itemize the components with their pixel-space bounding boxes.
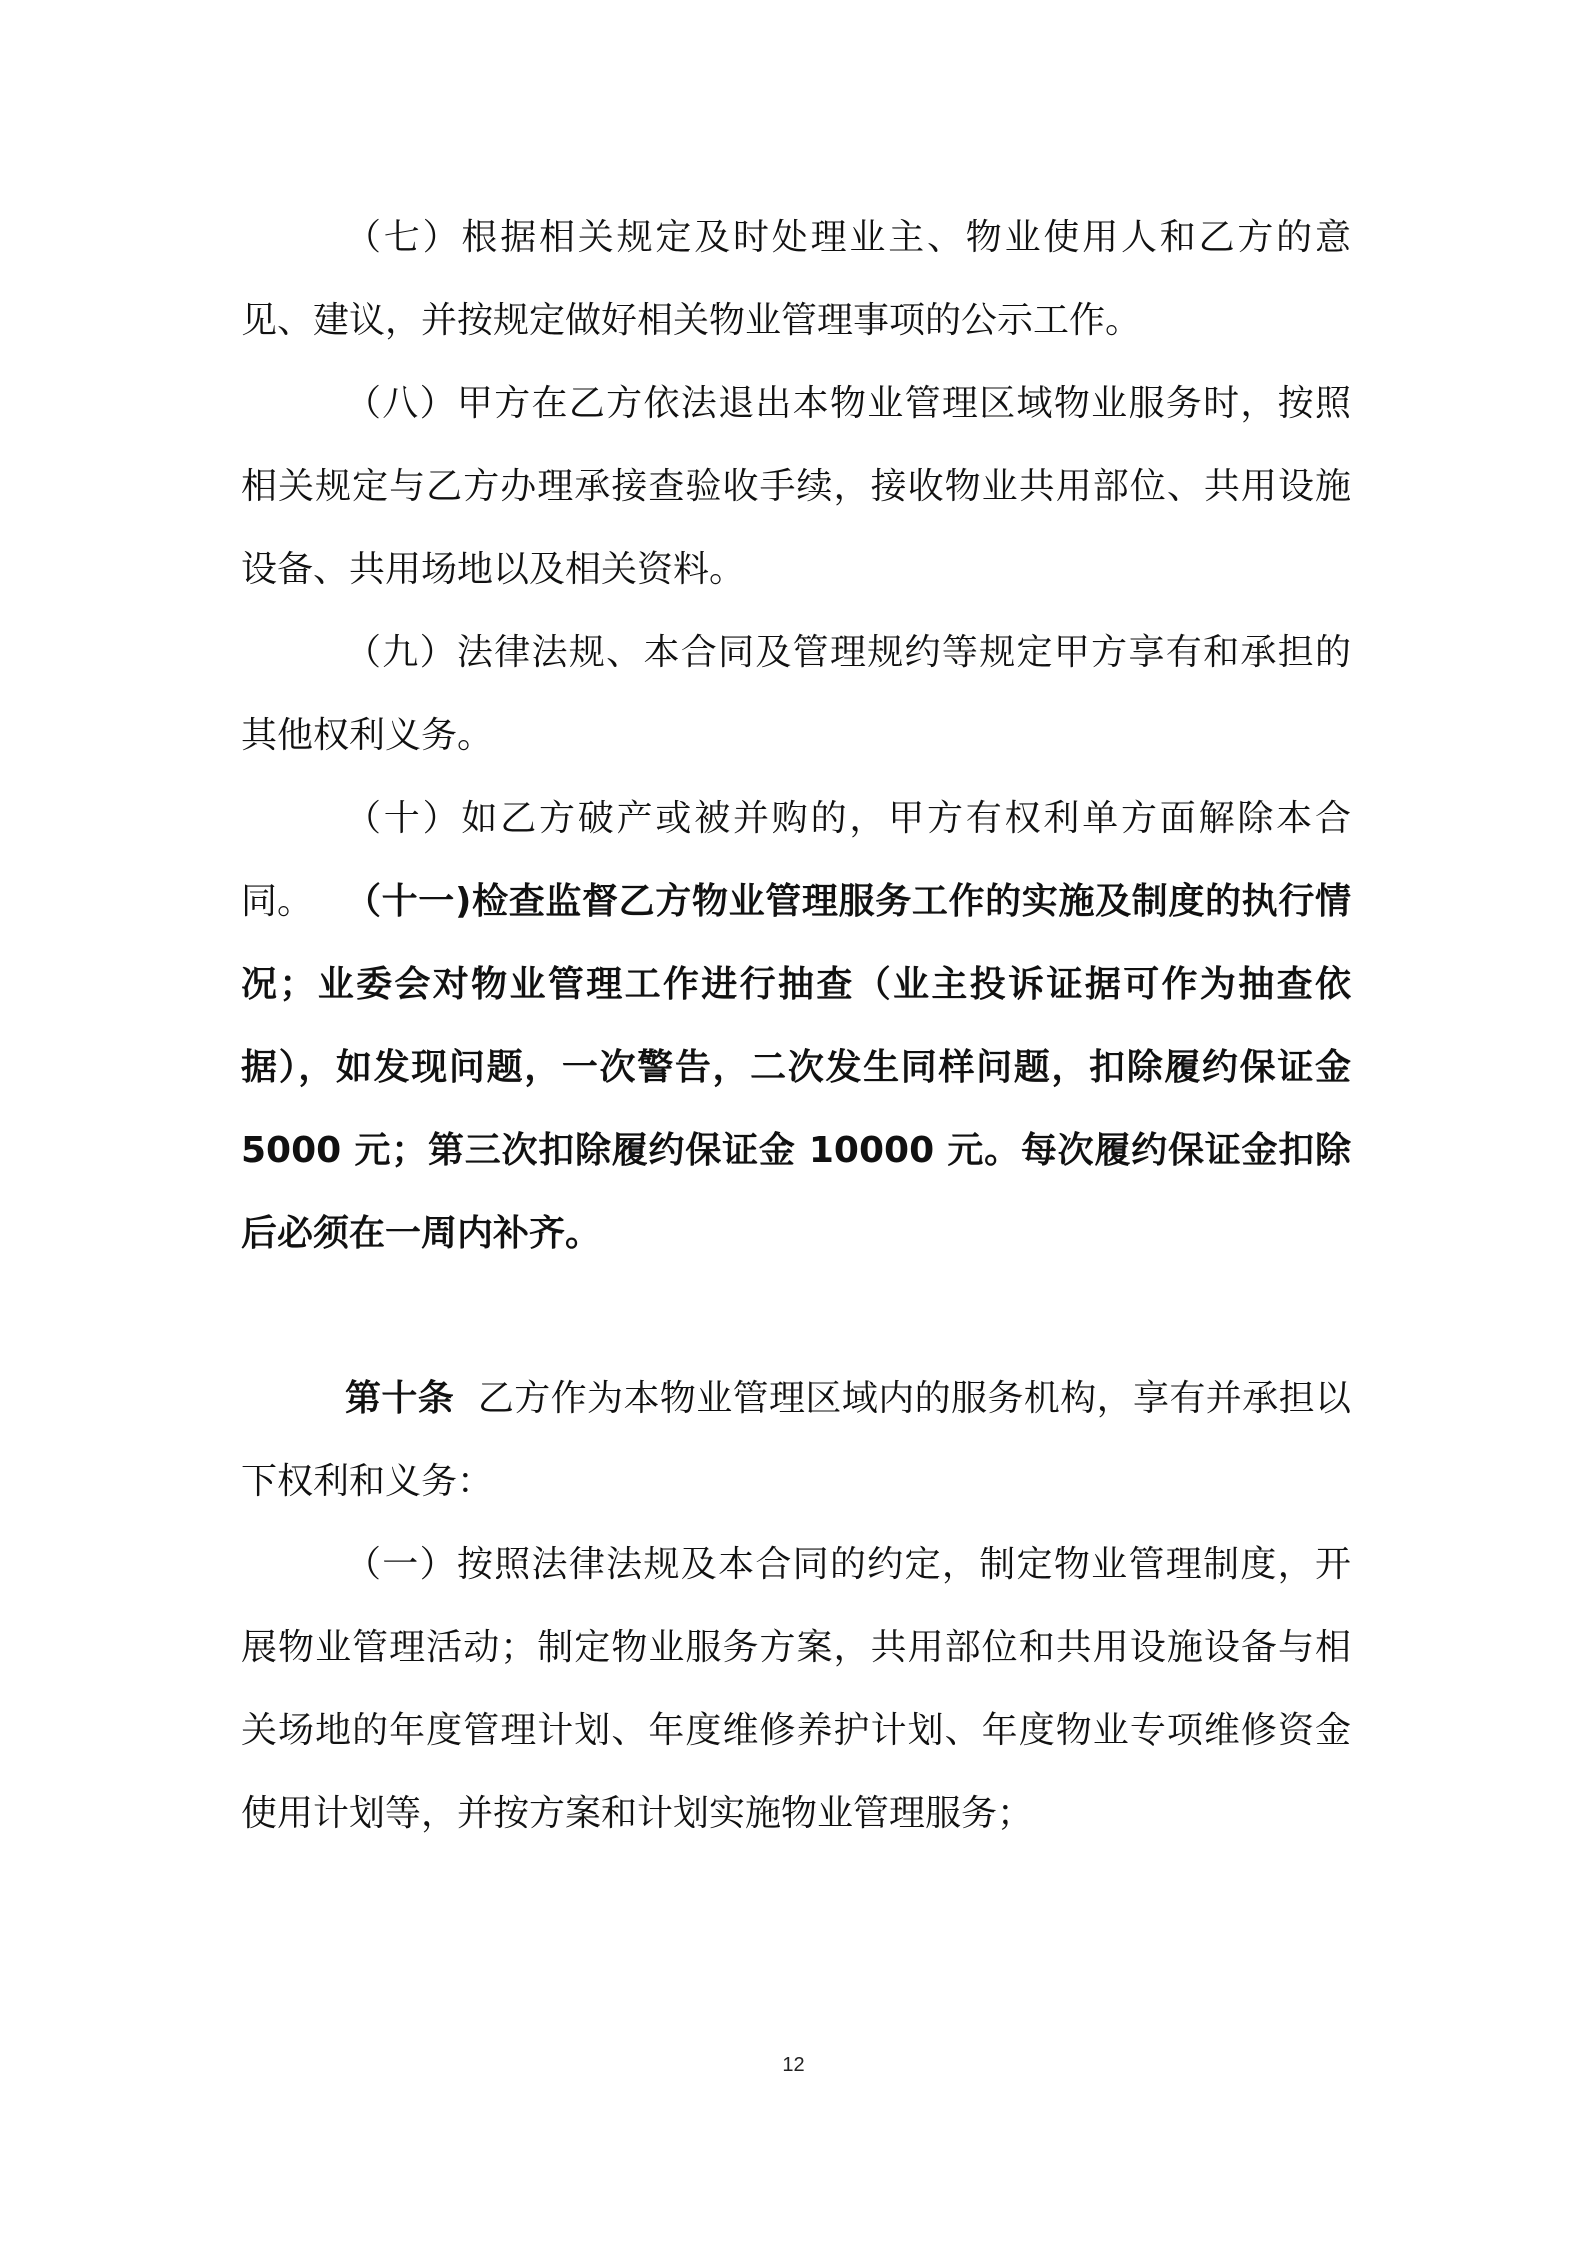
- clause-8-paragraph: （八）甲方在乙方依法退出本物业管理区域物业服务时，按照相关规定与乙方办理承接查验收手续，接收物业共用部位、共用设施设备、共用场地以及相关资料。: [241, 383, 1351, 590]
- clause-11-paragraph: （十一)检查监督乙方物业管理服务工作的实施及制度的执行情况；业委会对物业管理工作进行抽查（业主投诉证据可作为抽查依据），如发现问题，一次警告，二次发生同样问题，扣除履约保证金5000 元；第三次扣除履约保证金 10000 元。每次履约保证金扣除后必须在一周内补齐。: [241, 881, 1351, 1254]
- page-number: 12: [782, 2054, 805, 2076]
- article-10-heading: 第十条: [345, 1378, 455, 1419]
- article-10-paragraph: [241, 1357, 1351, 1523]
- clause-9-paragraph: （九）法律法规、本合同及管理规约等规定甲方享有和承担的其他权利义务。: [241, 632, 1351, 756]
- article-10-item-1-paragraph: （一）按照法律法规及本合同的约定，制定物业管理制度，开展物业管理活动；制定物业服务方案，共用部位和共用设施设备与相关场地的年度管理计划、年度维修养护计划、年度物业专项维修资金使用计划等，并按方案和计划实施物业管理服务；: [241, 1544, 1351, 1834]
- clause-10-paragraph: （十）如乙方破产或被并购的，甲方有权利单方面解除本合同。: [241, 798, 1351, 922]
- clause-7-paragraph: （七）根据相关规定及时处理业主、物业使用人和乙方的意见、建议，并按规定做好相关物业管理事项的公示工作。: [241, 217, 1351, 341]
- article-10-text: 乙方作为本物业管理区域内的服务机构，享有并承担以下权利和义务：: [241, 1378, 1351, 1502]
